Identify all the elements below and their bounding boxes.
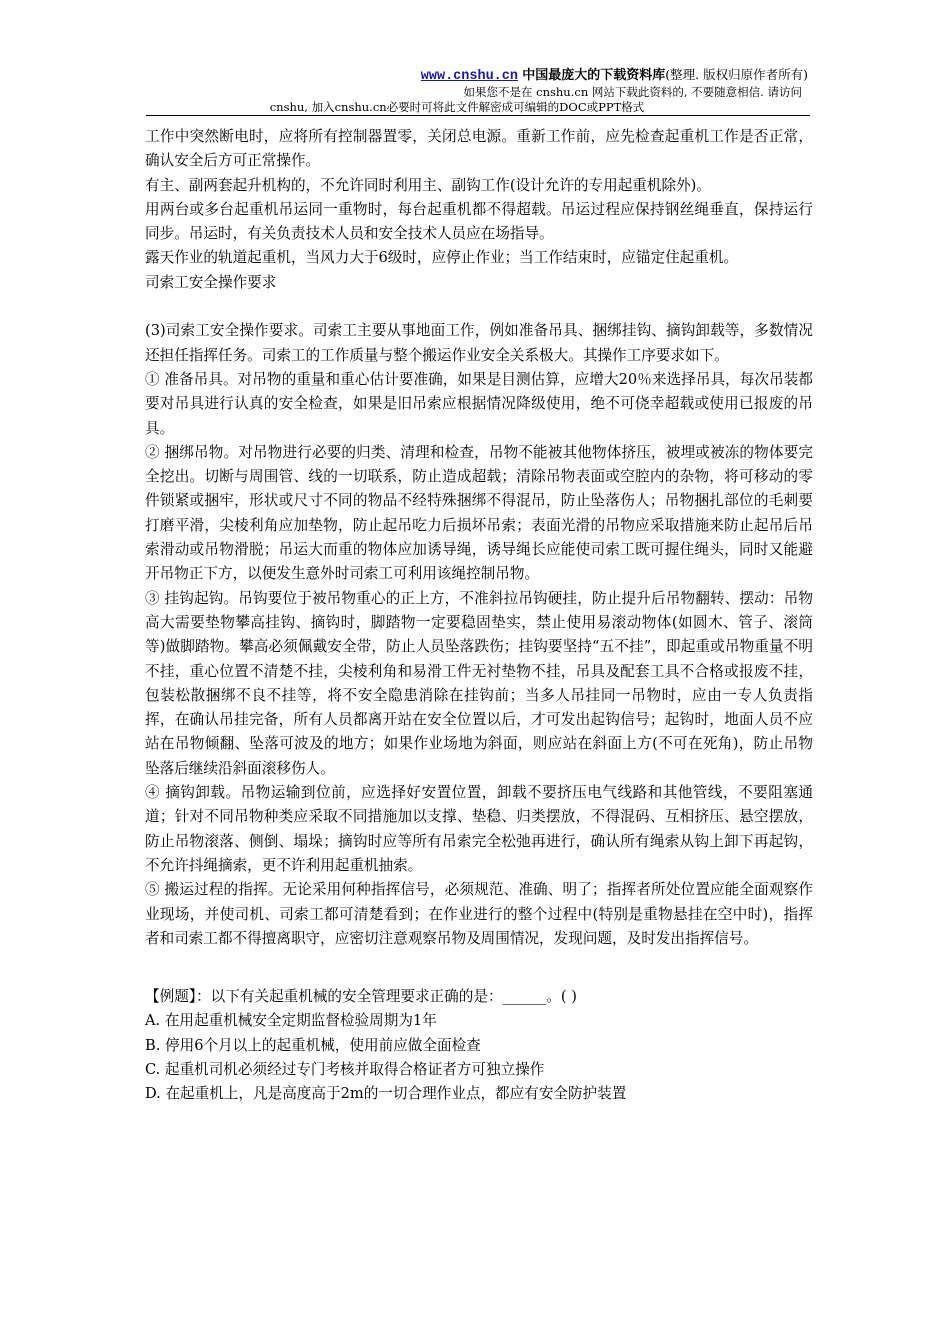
copyright-note: (整理. 版权归原作者所有) [665, 67, 808, 82]
list-item: ② 捆绑吊物。对吊物进行必要的归类、清理和检查，吊物不能被其他物体挤压，被埋或被冻的物体要完全挖出。切断与周围管、线的一切联系，防止造成超载；清除吊物表面或空腔内的杂物，将可移动的零件锁紧或捆牢，形状或尺寸不同的物品不经特殊捆绑不得混吊，防止坠落伤人；吊物捆扎部位的毛刺要打磨平滑，尖棱利角应加垫物，防止起吊吃力后损坏吊索；表面光滑的吊物应采取措施来防止起吊后吊索滑动或吊物滑脱；吊运大而重的物体应加诱导绳，诱导绳长应能使司索工既可握住绳头，同时又能避开吊物正下方，以便发生意外时司索工可利用该绳控制吊物。 [145, 443, 813, 583]
site-link[interactable]: www.cnshu.cn [420, 69, 518, 84]
site-title: 中国最庞大的下载资料库 [522, 68, 666, 83]
list-item: ③ 挂钩起钩。吊钩要位于被吊物重心的正上方，不准斜拉吊钩硬挂，防止提升后吊物翻转、摆动：吊物高大需要垫物攀高挂钩、摘钩时，脚踏物一定要稳固垫实，禁止使用易滚动物体(如圆木、管子、滚筒等)做脚踏物。攀高必须佩戴安全带，防止人员坠落跌伤；挂钩要坚持“五不挂”，即起重或吊物重量不明不挂，重心位置不清楚不挂，尖棱利角和易滑工件无衬垫物不挂，吊具及配套工具不合格或报废不挂，包装松散捆绑不良不挂等，将不安全隐患消除在挂钩前；当多人吊挂同一吊物时，应由一专人负责指挥，在确认吊挂完备，所有人员都离开站在安全位置以后，才可发出起钩信号；起钩时，地面人员不应站在吊物倾翻、坠落可波及的地方；如果作业场地为斜面，则应站在斜面上方(不可在死角)，防止吊物坠落后继续沿斜面滚移伤人。 [145, 589, 813, 777]
paragraph: 有主、副两套起升机构的，不允许同时利用主、副钩工作(设计允许的专用起重机除外)。 [145, 176, 711, 194]
document-body [145, 125, 813, 1107]
spacer [145, 951, 813, 985]
list-item: ① 准备吊具。对吊物的重量和重心估计要准确，如果是目测估算，应增大20％来选择吊具，每次吊装都要对吊具进行认真的安全检查，如果是旧吊索应根据情况降级使用，绝不可侥幸超载或使用已报废的吊具。 [145, 370, 813, 437]
list-item: ④ 摘钩卸载。吊物运输到位前，应选择好安置位置，卸载不要挤压电气线路和其他管线，不要阻塞通道；针对不同吊物种类应采取不同措施加以支撑、垫稳、归类摆放，不得混码、互相挤压、悬空摆放，防止吊物滚落、侧倒、塌垛；摘钩时应等所有吊索完全松弛再进行，确认所有绳索从钩上卸下再起钩，不允许抖绳摘索，更不许利用起重机抽索。 [145, 784, 813, 874]
paragraph: 工作中突然断电时，应将所有控制器置零，关闭总电源。重新工作前，应先检查起重机工作是否正常，确认安全后方可正常操作。 [145, 128, 813, 170]
header-disclaimer: 如果您不是在 cnshu.cn 网站下载此资料的, 不要随意相信. 请访问 [463, 85, 802, 99]
page-header [146, 66, 808, 115]
option-d: D. 在起重机上，凡是高度高于2m的一切合理作业点，都应有安全防护装置 [145, 1085, 627, 1103]
section-heading: 司索工安全操作要求 [145, 273, 277, 291]
paragraph: 用两台或多台起重机吊运同一重物时，每台起重机都不得超载。吊运过程应保持钢丝绳垂直，保持运行同步。吊运时，有关负责技术人员和安全技术人员应在场指导。 [145, 200, 813, 243]
paragraph: 露天作业的轨道起重机，当风力大于6级时，应停止作业；当工作结束时，应锚定住起重机。 [145, 249, 739, 267]
example-question: 【例题】：以下有关起重机械的安全管理要求正确的是：______。( ) [145, 988, 577, 1006]
header-divider [146, 115, 810, 116]
header-disclaimer-2: cnshu, 加入cnshu.cn必要时可将此文件解密成可编辑的DOC或PPT格式 [269, 100, 645, 114]
option-b: B. 停用6个月以上的起重机械，使用前应做全面检查 [145, 1036, 481, 1054]
list-item: ⑤ 搬运过程的指挥。无论采用何种指挥信号，必须规范、准确、明了；指挥者所处位置应能全面观察作业现场，并使司机、司索工都可清楚看到；在作业进行的整个过程中(特别是重物悬挂在空中时)，指挥者和司索工都不得擅离职守，应密切注意观察吊物及周围情况，发现问题，及时发出指挥信号。 [145, 881, 813, 947]
header-banner [146, 66, 808, 85]
spacer [145, 295, 813, 319]
option-a: A. 在用起重机械安全定期监督检验周期为1年 [145, 1012, 437, 1030]
option-c: C. 起重机司机必须经过专门考核并取得合格证者方可独立操作 [145, 1060, 545, 1078]
paragraph: (3)司索工安全操作要求。司索工主要从事地面工作，例如准备吊具、捆绑挂钩、摘钩卸载等，多数情况还担任指挥任务。司索工的工作质量与整个搬运作业安全关系极大。其操作工序要求如下。 [145, 322, 813, 364]
